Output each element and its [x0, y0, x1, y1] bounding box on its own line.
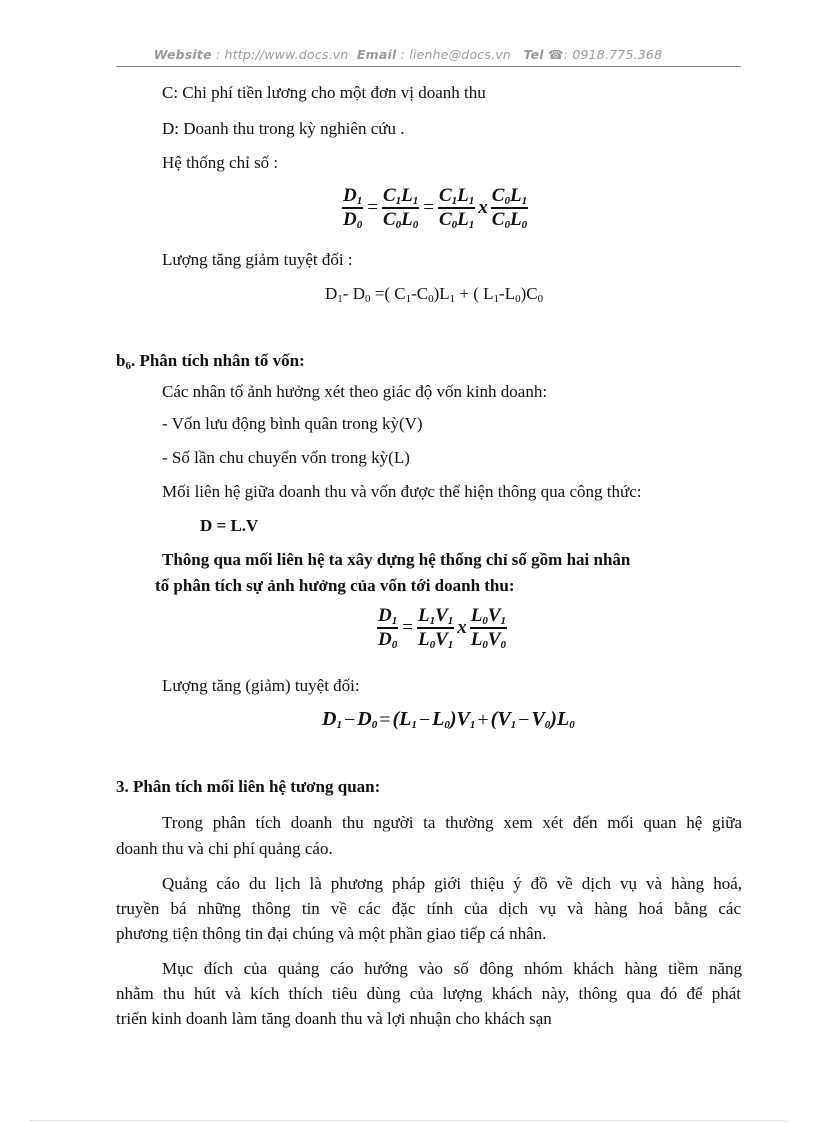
index-system-label: Hệ thống chỉ số :: [162, 153, 279, 172]
phone-icon: ☎: [547, 47, 564, 62]
paragraph1-line1: Trong phân tích doanh thu người ta thường xem xét đến mối quan hệ giữa: [162, 813, 742, 832]
d-definition: D: Doanh thu trong kỳ nghiên cứu .: [162, 119, 405, 138]
formula-abs-change-capital: $D_1 - D_0 = (L_1 - L_0)V_1 + (V_1 - V_0)L_0$: [322, 708, 575, 731]
email-label: Email: [356, 47, 397, 62]
tel-label: Tel: [523, 47, 544, 62]
formula-abs-change-salary: $D_1-$ $D_0$ =( $C_1-C_0)L_1$ + ( $L_1-L_0)C_0$: [325, 284, 544, 305]
paragraph3-line1: Mục đích của quảng cáo hướng vào số đông nhóm khách hàng tiềm năng: [162, 959, 742, 978]
factors-intro: Các nhân tố ảnh hưởng xét theo giác độ vốn kinh doanh:: [162, 382, 548, 401]
tel-value: : 0918.775.368: [563, 47, 663, 62]
bold-paragraph-line1: Thông qua mối liên hệ ta xây dựng hệ thống chỉ số gồm hai nhân: [162, 550, 631, 569]
b6-heading: $b_6$. Phân tích nhân tố vốn:: [116, 351, 305, 372]
formula-index-salary: $\frac{D_1}{D_0}$ = $\frac{C_1L_1}{C_0L_0}$ = $\frac{C_1L_1}{C_0L_1}$ x $\frac{C_0L_1}{C_0L_0}$: [343, 185, 528, 231]
paragraph2-line1: Quảng cáo du lịch là phương pháp giới thiệu ý đồ về dịch vụ và hàng hoá,: [162, 874, 742, 893]
paragraph1-line2: doanh thu và chi phí quảng cáo.: [116, 839, 333, 858]
factor-l: - Số lần chu chuyển vốn trong kỳ(L): [162, 448, 410, 467]
email-value[interactable]: : lienhe@docs.vn: [400, 47, 511, 62]
paragraph3-line2: nhằm thu hút và kích thích tiêu dùng của lượng khách này, thông qua đó để phát: [116, 984, 741, 1003]
c-definition: C: Chi phí tiền lương cho một đơn vị doanh thu: [162, 83, 486, 102]
paragraph2-line3: phương tiện thông tin đại chúng và một phần giao tiếp cá nhân.: [116, 924, 547, 943]
header-divider: [116, 66, 741, 67]
paragraph3-line3: triển kinh doanh làm tăng doanh thu và lợi nhuận cho khách sạn: [116, 1009, 552, 1028]
footer-divider: [30, 1120, 786, 1121]
website-label: Website: [153, 47, 212, 62]
section-3-heading: 3. Phân tích mối liên hệ tương quan:: [116, 777, 381, 796]
website-value[interactable]: : http://www.docs.vn: [215, 47, 349, 62]
bold-paragraph-line2: tố phân tích sự ảnh hưởng của vốn tới doanh thu:: [155, 576, 515, 595]
formula-d-lv: D = L.V: [200, 516, 259, 535]
page-header: [0, 47, 816, 62]
factor-v: - Vốn lưu động bình quân trong kỳ(V): [162, 414, 423, 433]
paragraph2-line2: truyền bá những thông tin về các đặc tính của dịch vụ và hàng hoá bằng các: [116, 899, 741, 918]
relation-sentence: Mối liên hệ giữa doanh thu và vốn được thể hiện thông qua công thức:: [162, 482, 642, 501]
abs-change-label-2: Lượng tăng (giảm) tuyệt đối:: [162, 676, 360, 695]
abs-change-label-1: Lượng tăng giảm tuyệt đối :: [162, 250, 353, 269]
formula-index-capital: $\frac{D_1}{D_0}$ = $\frac{L_1V_1}{L_0V_1}$ x $\frac{L_0V_1}{L_0V_0}$: [378, 605, 507, 651]
